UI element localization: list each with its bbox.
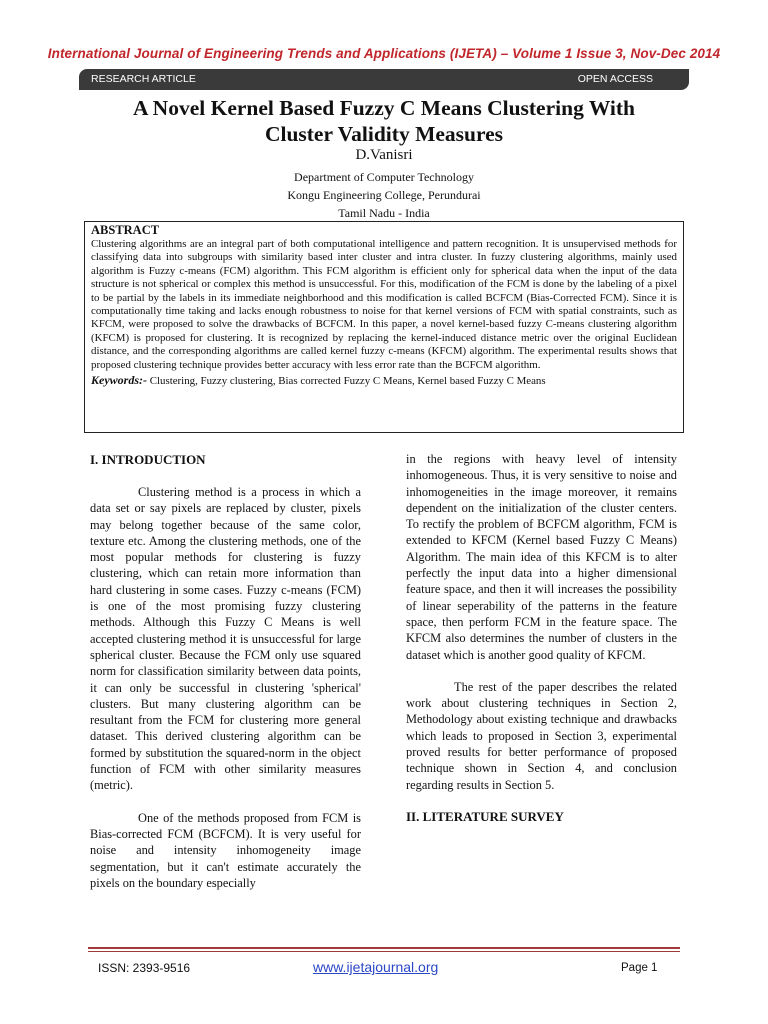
right-paragraph-2: The rest of the paper describes the related work about clustering techniques in Section 2, Methodology about existing technique and drawbacks which leads to proposed in Section 3, experimental proved results for better performance of proposed technique shown in Section 4, and conclusion regarding results in Section 5. (406, 679, 677, 792)
footer-divider-thin (88, 951, 680, 952)
keywords-text: Clustering, Fuzzy clustering, Bias corrected Fuzzy C Means, Kernel based Fuzzy C Means (147, 375, 546, 388)
section-heading-literature-survey: II. LITERATURE SURVEY (406, 808, 564, 824)
right-column (406, 451, 677, 825)
affiliation-department: Department of Computer Technology (294, 170, 474, 184)
footer-issn: ISSN: 2393-9516 (98, 961, 191, 975)
footer-page-number: Page 1 (621, 962, 658, 974)
affiliation-college: Kongu Engineering College, Perundurai (287, 188, 481, 202)
paper-title (60, 95, 708, 147)
affiliation-location: Tamil Nadu - India (338, 206, 430, 220)
abstract-heading: ABSTRACT (91, 223, 160, 237)
abstract-box (84, 221, 684, 433)
left-column (90, 452, 361, 891)
footer-journal-link[interactable]: www.ijetajournal.org (313, 959, 439, 975)
intro-paragraph-1: Clustering method is a process in which a data set or say pixels are replaced by cluster, pixels may belong together because of the same color, texture etc. Among the clustering methods, one of the most popular methods for clustering is fuzzy clustering, which can retain more information than hard clustering in some cases. Fuzzy c-means (FCM) is one of the most promising fuzzy clustering methods. Although this Fuzzy C Means is well accepted clustering method it is unsuccessful for large spherical cluster. Because the FCM only use squared norm for classification similarity between data points, it can only be successful in clustering 'spherical' clusters. But many clustering algorithm can be resultant from the FCM for clustering more general dataset. This derived clustering algorithm can be formed by substitution the squared-norm in the object function of FCM with other similarity measures (metric). (90, 485, 361, 793)
paper-title-line-2: Cluster Validity Measures (264, 122, 504, 146)
keywords (91, 373, 677, 388)
journal-header: International Journal of Engineering Trends and Applications (IJETA) – Volume 1 Issue 3, Nov-Dec 2014 (47, 46, 721, 61)
intro-paragraph-2: One of the methods proposed from FCM is Bias-corrected FCM (BCFCM). It is very useful for noise and intensity inhomogeneity image segmentation, but it can't estimate accurately the pixels on the boundary especially (90, 810, 361, 890)
abstract-text: Clustering algorithms are an integral part of both computational intelligence and pattern recognition. It is unsupervised methods for classifying data into subgroups with similarity based inter cluster and intra cluster. In fuzzy clustering algorithms, mainly used algorithm is Fuzzy c-means (FCM) algorithm. This FCM algorithm is efficient only for spherical data when the input of the data structure is not spherical or complex this method is unsuccessful. For this, modification of the FCM is done by the labeling of a pixel to be partial by the labels in its immediate neighborhood and this modification is called BCFCM (Bias-Corrected FCM). Since it is computationally time taking and lacks enough robustness to noise for that kernel versions of FCM with spatial constraints, such as KFCM, were proposed to solve the drawbacks of BCFCM. In this paper, a novel kernel-based fuzzy C-means clustering algorithm (KFCM) is proposed for clustering. It is recognized by replacing the kernel-induced distance metric over the original Euclidean distance, and the corresponding algorithms are called kernel fuzzy c-means (KFCM) algorithm. The experimental results shows that proposed clustering technique provides better accuracy with less error rate than the BCFCM algorithm. (91, 238, 677, 371)
keywords-label: Keywords:- (91, 373, 147, 388)
open-access-label: OPEN ACCESS (577, 73, 653, 85)
paper-title-line-1: A Novel Kernel Based Fuzzy C Means Clustering With (132, 96, 636, 120)
footer-divider (88, 947, 680, 949)
research-article-label: RESEARCH ARTICLE (91, 73, 196, 85)
section-heading-introduction: I. INTRODUCTION (90, 452, 206, 467)
author-name: D.Vanisri (355, 147, 413, 163)
right-paragraph-1: in the regions with heavy level of intensity inhomogeneous. Thus, it is very sensitive to noise and inhomogeneities in the image moreover, it remains dependent on the initialization of the cluster centers. To rectify the problem of BCFCM algorithm, FCM is extended to KFCM (Kernel based Fuzzy C Means) Algorithm. The main idea of this KFCM is to alter perfectly the input data into a higher dimensional feature space, and then it will increases the possibility of linear seperability of the patterns in the feature space, then perform FCM in the feature space. The KFCM also determines the number of clusters in the dataset which is another good quality of KFCM. (406, 452, 677, 662)
article-type-bar (79, 69, 689, 90)
